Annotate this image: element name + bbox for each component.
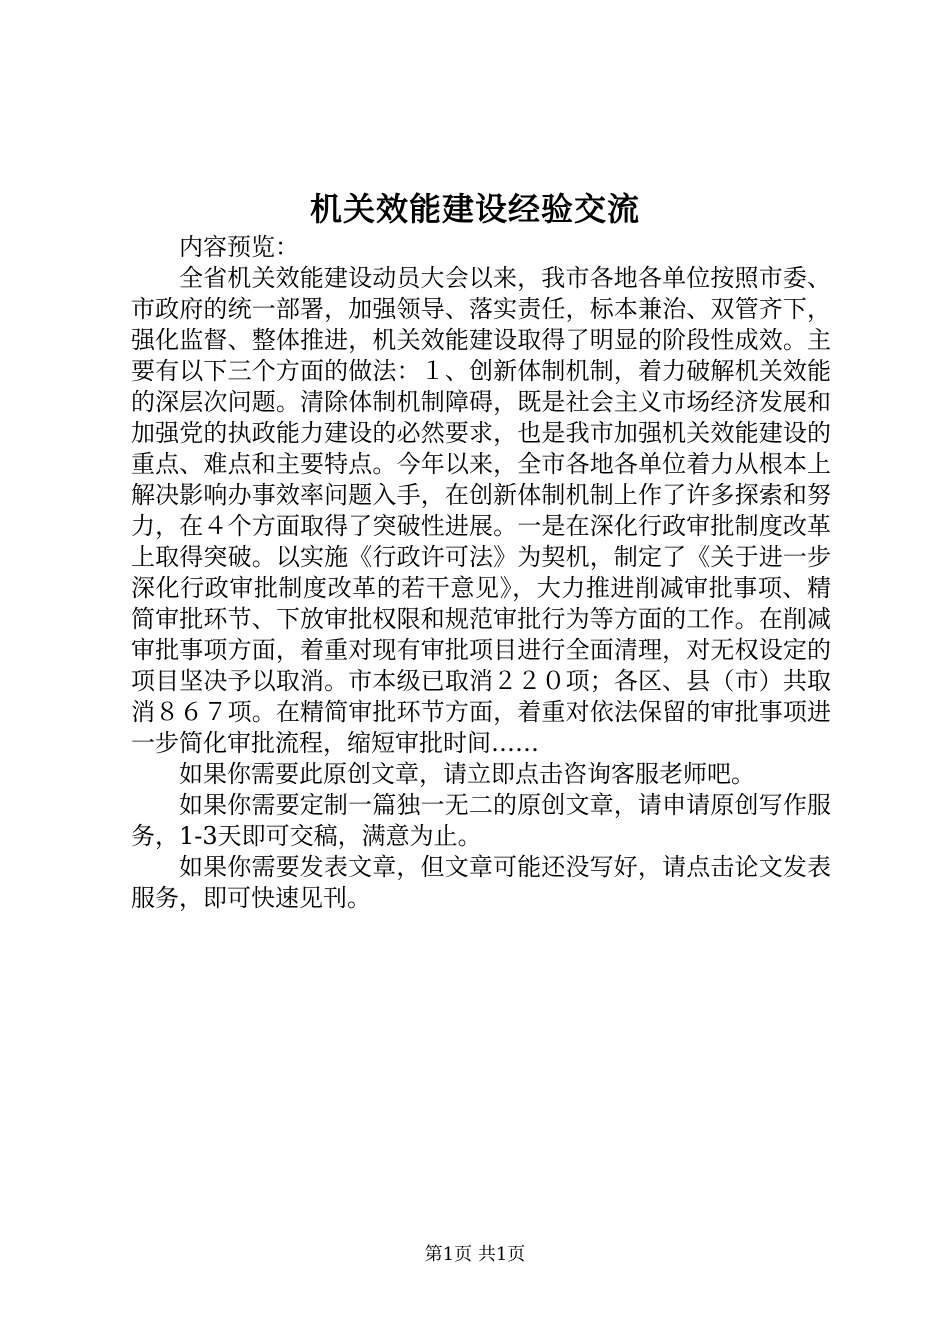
consult-paragraph: 如果你需要此原创文章，请立即点击咨询客服老师吧。 xyxy=(179,760,755,788)
document-title: 机关效能建设经验交流 xyxy=(309,190,640,228)
publish-paragraph: 如果你需要发表文章，但文章可能还没写好，请点击论文发表服务，即可快速见刊。 xyxy=(131,853,831,912)
preview-label: 内容预览： xyxy=(179,233,299,261)
custom-writing-paragraph: 如果你需要定制一篇独一无二的原创文章，请申请原创写作服务，1-3天即可交稿，满意为止。 xyxy=(131,791,831,850)
document-body xyxy=(131,232,831,914)
page-number: 第1页 共1页 xyxy=(424,1244,526,1265)
body-paragraph: 全省机关效能建设动员大会以来，我市各地各单位按照市委、市政府的统一部署，加强领导、落实责任，标本兼治、双管齐下，强化监督、整体推进，机关效能建设取得了明显的阶段性成效。主要有以下三个方面的做法：１、创新体制机制，着力破解机关效能的深层次问题。清除体制机制障碍，既是社会主义市场经济发展和加强党的执政能力建设的必然要求，也是我市加强机关效能建设的重点、难点和主要特点。今年以来，全市各地各单位着力从根本上解决影响办事效率问题入手，在创新体制机制上作了许多探索和努力，在４个方面取得了突破性进展。一是在深化行政审批制度改革上取得突破。以实施《行政许可法》为契机，制定了《关于进一步深化行政审批制度改革的若干意见》，大力推进削减审批事项、精简审批环节、下放审批权限和规范审批行为等方面的工作。在削减审批事项方面，着重对现有审批项目进行全面清理，对无权设定的项目坚决予以取消。市本级已取消２２０项；各区、县（市）共取消８６７项。在精简审批环节方面，着重对依法保留的审批事项进一步简化审批流程，缩短审批时间…… xyxy=(131,264,831,757)
